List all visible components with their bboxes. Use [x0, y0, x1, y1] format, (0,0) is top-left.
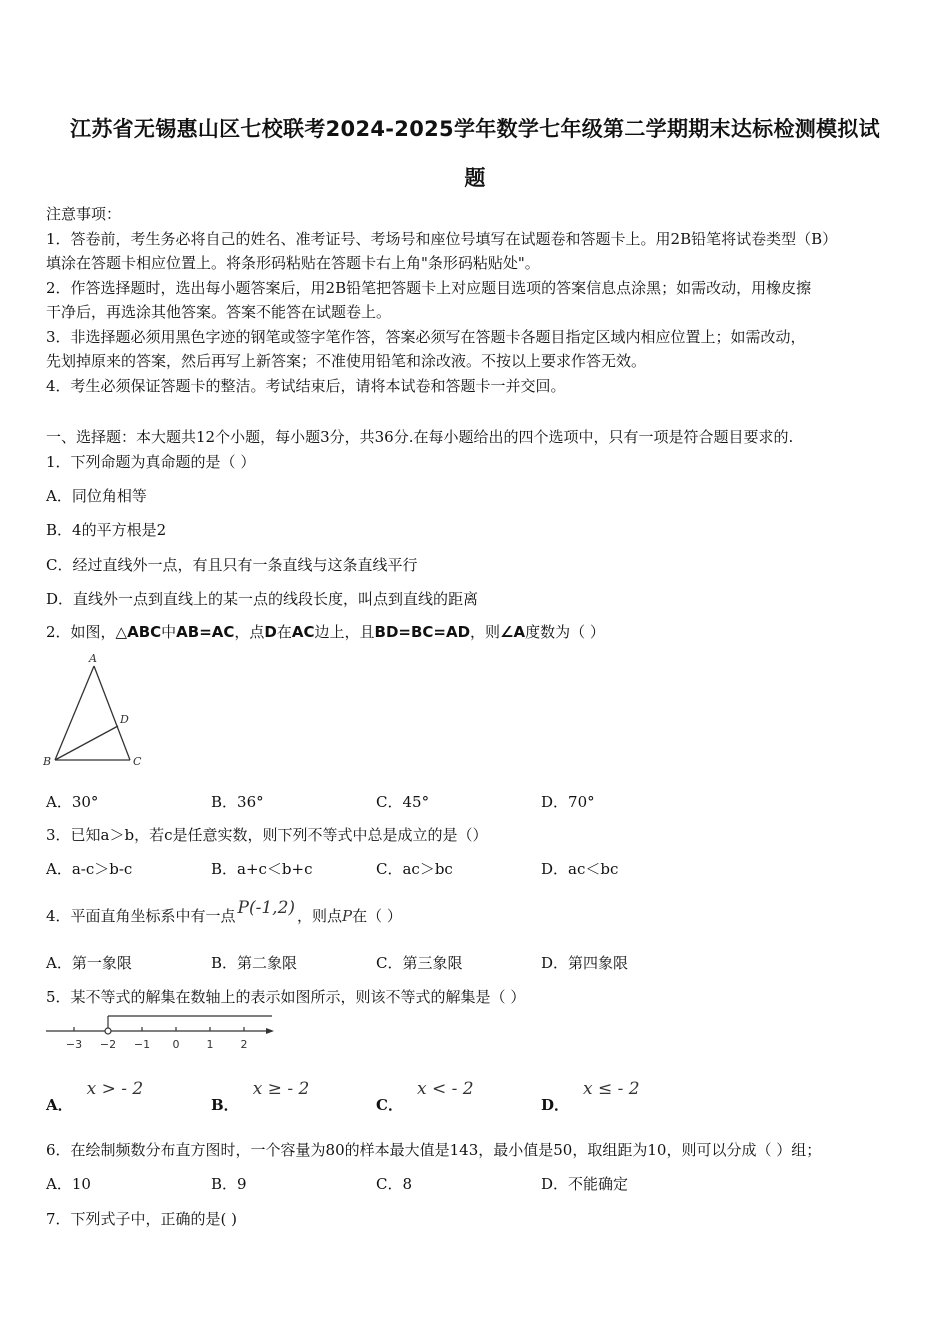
- edge-bd: [55, 726, 118, 760]
- notice-line: 3．非选择题必须用黑色字迹的钢笔或签字笔作答，答案必须写在答题卡各题目指定区域内相应位置上；如需改动，: [46, 328, 806, 346]
- triangle-figure: [40, 648, 150, 773]
- question-3-stem: 3．已知a＞b，若c是任意实数，则下列不等式中总是成立的是（）: [46, 826, 488, 844]
- q2-option-b: B．36°: [211, 793, 264, 811]
- q2-option-a: A．30°: [46, 793, 99, 811]
- notice-line: 干净后，再选涂其他答案。答案不能答在试题卷上。: [46, 303, 392, 321]
- q5-option-c: C．x < - 2: [376, 1079, 474, 1114]
- notice-line: 1．答卷前，考生务必将自己的姓名、准考证号、考场号和座位号填写在试题卷和答题卡上。用2B铅笔将试卷类型（B）: [46, 230, 838, 248]
- notice-line: 先划掉原来的答案，然后再写上新答案；不准使用铅笔和涂改液。不按以上要求作答无效。: [46, 352, 647, 370]
- edge-ab: [55, 666, 94, 760]
- tick-label: 0: [172, 1038, 180, 1051]
- q1-option-b: B．4的平方根是2: [46, 521, 167, 539]
- q4-option-d: D．第四象限: [541, 954, 629, 972]
- question-2-stem: 2．如图，△ABC中AB=AC，点D在AC边上，且BD=BC=AD，则∠A度数为（ ）: [46, 623, 605, 641]
- q6-option-b: B．9: [211, 1175, 247, 1193]
- question-7-stem: 7．下列式子中，正确的是( ): [46, 1210, 238, 1228]
- vertex-label-b: B: [43, 755, 52, 768]
- q1-option-d: D．直线外一点到直线上的某一点的线段长度，叫点到直线的距离: [46, 590, 479, 608]
- page-title: 江苏省无锡惠山区七校联考2024-2025学年数学七年级第二学期期末达标检测模拟试: [70, 117, 880, 141]
- q4-option-a: A．第一象限: [46, 954, 132, 972]
- question-6-stem: 6．在绘制频数分布直方图时，一个容量为80的样本最大值是143，最小值是50，取组距为10，则可以分成（ ）组；: [46, 1141, 822, 1159]
- q4-option-c: C．第三象限: [376, 954, 463, 972]
- section-heading: 一、选择题：本大题共12个小题，每小题3分，共36分.在每小题给出的四个选项中，只有一项是符合题目要求的.: [46, 428, 794, 446]
- tick-label: −3: [65, 1038, 83, 1051]
- vertex-label-a: A: [89, 652, 97, 665]
- question-5-stem: 5．某不等式的解集在数轴上的表示如图所示，则该不等式的解集是（ ）: [46, 988, 526, 1006]
- open-point: [105, 1028, 111, 1034]
- notice-line: 填涂在答题卡相应位置上。将条形码粘贴在答题卡右上角"条形码粘贴处"。: [46, 254, 540, 272]
- notice-line: 4．考生必须保证答题卡的整洁。考试结束后，请将本试卷和答题卡一并交回。: [46, 377, 566, 395]
- q6-option-c: C．8: [376, 1175, 413, 1193]
- tick-label: −1: [133, 1038, 151, 1051]
- number-line: [42, 1012, 282, 1054]
- q6-option-d: D．不能确定: [541, 1175, 629, 1193]
- q3-option-c: C．ac＞bc: [376, 860, 453, 878]
- question-4-stem: 4．平面直角坐标系中有一点 P(-1,2) ，则点P在（ ）: [46, 898, 402, 925]
- vertex-label-d: D: [120, 713, 129, 726]
- notice-line: 2．作答选择题时，选出每小题答案后，用2B铅笔把答题卡上对应题目选项的答案信息点涂黑；如需改动，用橡皮擦: [46, 279, 812, 297]
- q5-option-d: D．x ≤ - 2: [541, 1079, 640, 1114]
- vertex-label-c: C: [133, 755, 142, 768]
- tick-label: 2: [240, 1038, 248, 1051]
- q2-option-c: C．45°: [376, 793, 430, 811]
- q5-option-b: B．x ≥ - 2: [211, 1079, 310, 1114]
- q2-option-d: D．70°: [541, 793, 595, 811]
- q1-option-a: A．同位角相等: [46, 487, 147, 505]
- q6-option-a: A．10: [46, 1175, 91, 1193]
- axis-arrow: [266, 1028, 274, 1034]
- page-title-continued: 题: [464, 166, 486, 190]
- q3-option-a: A．a-c＞b-c: [46, 860, 133, 878]
- tick-label: −2: [99, 1038, 117, 1051]
- notice-heading: 注意事项：: [46, 205, 122, 223]
- q4-option-b: B．第二象限: [211, 954, 298, 972]
- q3-option-b: B．a+c＜b+c: [211, 860, 313, 878]
- q5-option-a: A．x > - 2: [46, 1079, 144, 1114]
- q1-option-c: C．经过直线外一点，有且只有一条直线与这条直线平行: [46, 556, 418, 574]
- tick-label: 1: [206, 1038, 214, 1051]
- question-1-stem: 1．下列命题为真命题的是（ ）: [46, 453, 256, 471]
- q3-option-d: D．ac＜bc: [541, 860, 619, 878]
